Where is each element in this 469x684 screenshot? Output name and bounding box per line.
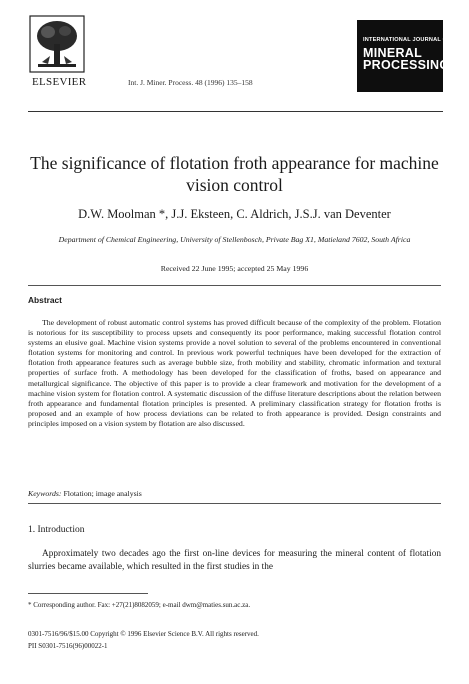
- article-dates: Received 22 June 1995; accepted 25 May 1996: [160, 264, 309, 273]
- journal-subtitle: INTERNATIONAL JOURNAL OF: [363, 37, 451, 43]
- author-affiliation: Department of Chemical Engineering, University of Stellenbosch, Private Bag X1, Matieland 7602, South Africa: [58, 235, 411, 244]
- section-heading-introduction: 1. Introduction: [28, 525, 85, 535]
- abstract-heading: Abstract: [28, 295, 62, 305]
- keywords-value: Flotation; image analysis: [63, 489, 142, 498]
- article-title: The significance of flotation froth appearance for machine vision control: [30, 153, 439, 195]
- abstract-top-divider: [28, 285, 441, 286]
- publisher-name: ELSEVIER: [32, 76, 87, 88]
- keywords: [28, 489, 142, 498]
- abstract-body: The development of robust automatic control systems has proved difficult because of the complexity of the problem. Flotation is notorious for its susceptibility to process upsets and consequently its poor performance, making successful flotation control systems an elusive goal. Machine vision systems provide a novel solution to several of the problems encountered in conventional flotation systems for monitoring and control. In previous work powerful techniques have been developed for the extraction of flotation froth appearance features such as average bubble size, froth mobility and stability, chromatic information and textural properties of surface froth. A methodology has been developed for the classification of froths, based on appearance and metallurgical significance. The objective of this paper is to provide a clear framework and motivation for the development of a machine vision system for flotation control. A systematic discussion of the diffuse literature descriptions about the relation between froth appearance and fundamental flotation principles is presented. A preliminary classification strategy for flotation froths is proposed and an example of how process deviations can be related to froth appearance is provided. Design constraints and principles imposed on a vision system by flotation are also discussed.: [28, 318, 441, 428]
- header-divider: [28, 111, 443, 112]
- abstract-bottom-divider: [28, 503, 441, 504]
- journal-title-line1: MINERAL: [363, 46, 423, 60]
- corresponding-author-footnote: * Corresponding author. Fax: +27(21)8082059; e-mail dwm@maties.sun.ac.za.: [28, 601, 251, 609]
- footnote-divider: [28, 593, 148, 594]
- journal-header: [28, 14, 451, 110]
- journal-citation: Int. J. Miner. Process. 48 (1996) 135–158: [128, 78, 253, 87]
- journal-logo-box: [357, 20, 451, 92]
- journal-title-line2: PROCESSING: [363, 58, 450, 72]
- copyright-line: 0301-7516/96/$15.00 Copyright © 1996 Elsevier Science B.V. All rights reserved.: [28, 630, 259, 638]
- pii-line: PII S0301-7516(96)00022-1: [28, 642, 108, 650]
- introduction-body: Approximately two decades ago the first on-line devices for measuring the mineral content of flotation slurries became available, which resulted in the first studies in the: [28, 549, 441, 572]
- elsevier-tree-logo: [28, 14, 86, 74]
- keywords-label: Keywords:: [28, 489, 62, 498]
- article-authors: D.W. Moolman *, J.J. Eksteen, C. Aldrich, J.S.J. van Deventer: [78, 207, 391, 221]
